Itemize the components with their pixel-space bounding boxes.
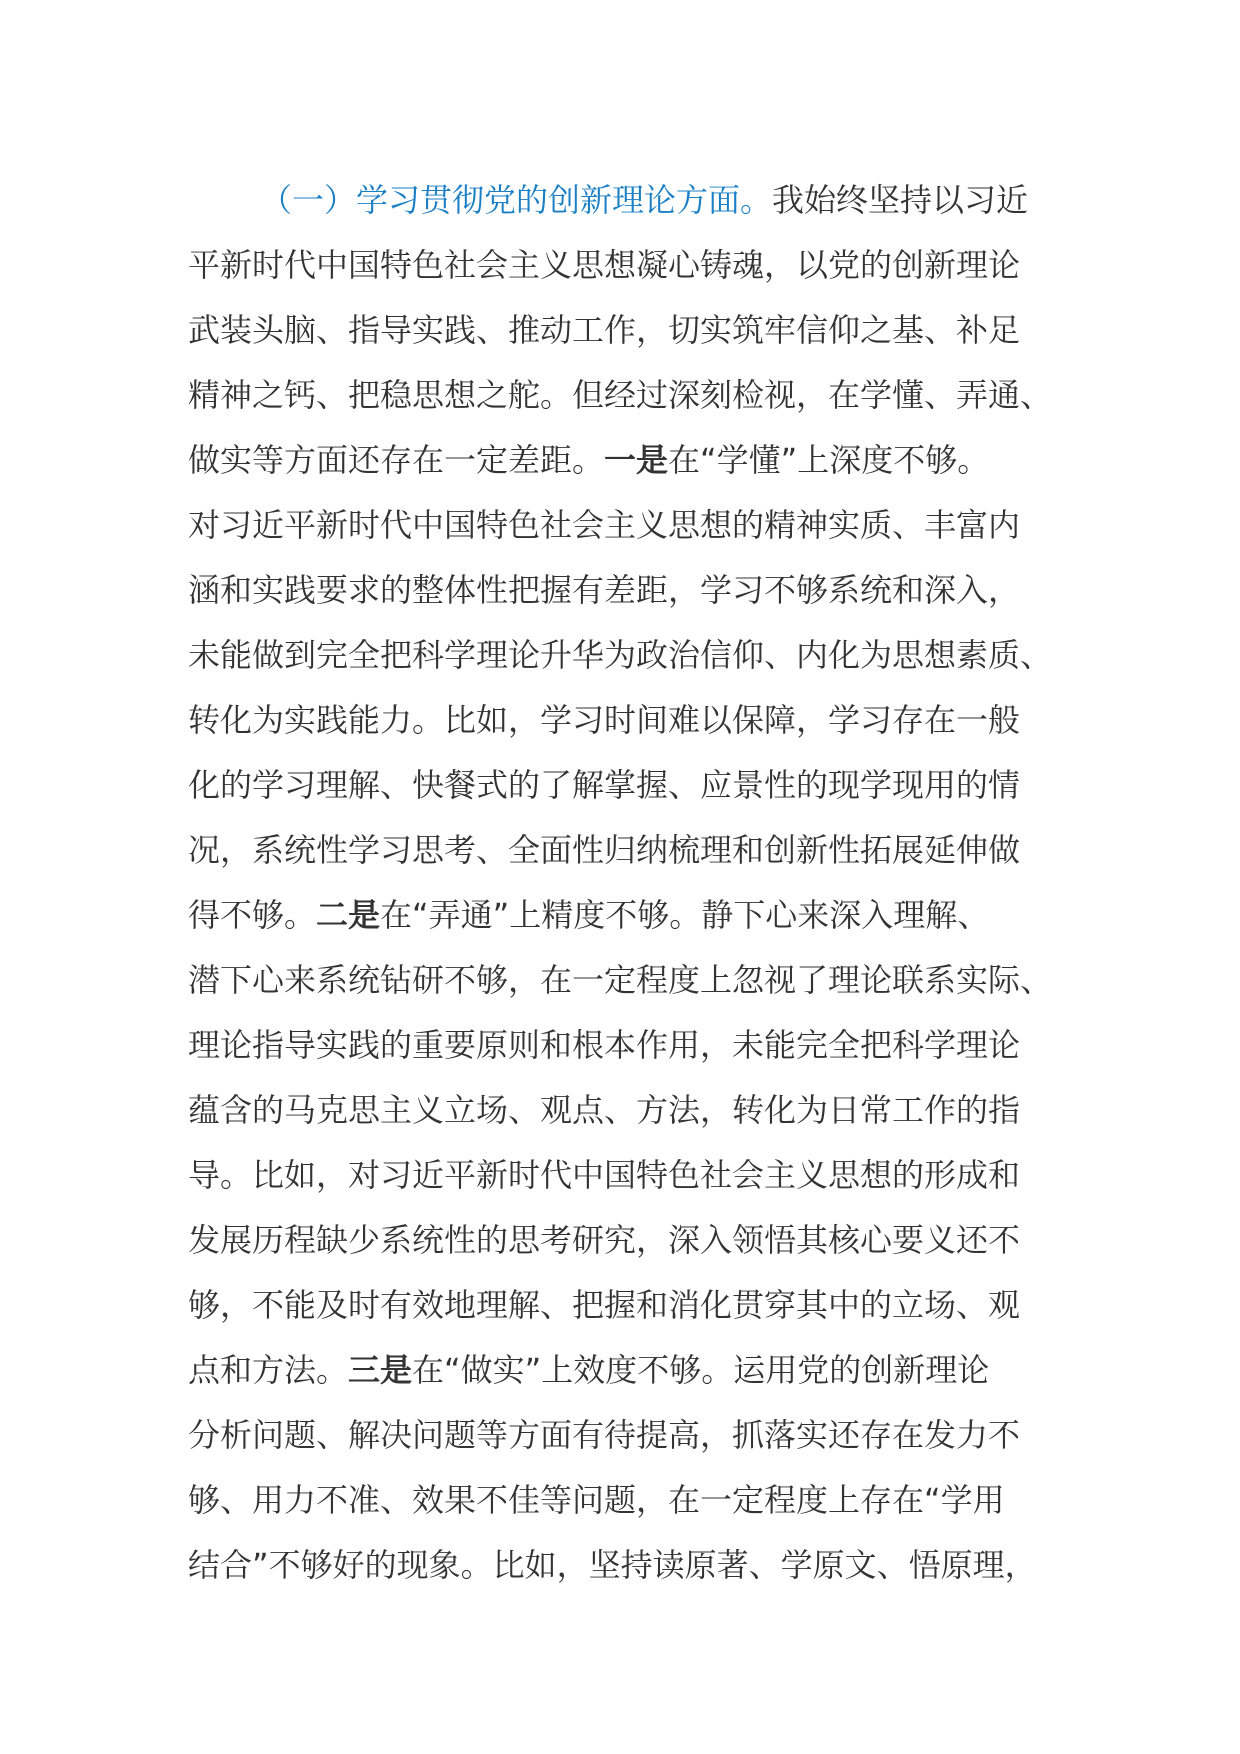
- line-text: 够，不能及时有效地理解、把握和消化贯穿其中的立场、观: [188, 1286, 1021, 1324]
- line-text: 导。比如，对习近平新时代中国特色社会主义思想的形成和: [188, 1156, 1021, 1194]
- paragraph-line: [188, 818, 1068, 883]
- line-text: 精神之钙、把稳思想之舵。但经过深刻检视，在学懂、弄通、: [188, 376, 1053, 414]
- line-text: 蕴含的马克思主义立场、观点、方法，转化为日常工作的指: [188, 1091, 1021, 1129]
- paragraph-line: [188, 493, 1068, 558]
- section-heading: （一）学习贯彻党的创新理论方面。: [260, 181, 773, 219]
- line-text: 发展历程缺少系统性的思考研究，深入领悟其核心要义还不: [188, 1221, 1021, 1259]
- line-text: 得不够。: [188, 896, 317, 934]
- paragraph-line: [188, 168, 1068, 233]
- paragraph-line: [188, 1013, 1068, 1078]
- line-text: 武装头脑、指导实践、推动工作，切实筑牢信仰之基、补足: [188, 311, 1021, 349]
- line-text: 转化为实践能力。比如，学习时间难以保障，学习存在一般: [188, 701, 1021, 739]
- paragraph-line: [188, 1143, 1068, 1208]
- paragraph-line: [188, 428, 1068, 493]
- paragraph-line: [188, 233, 1068, 298]
- paragraph-line: [188, 1403, 1068, 1468]
- line-text: 对习近平新时代中国特色社会主义思想的精神实质、丰富内: [188, 506, 1021, 544]
- paragraph-theory-study: [188, 168, 1068, 1598]
- paragraph-line: [188, 558, 1068, 623]
- paragraph-line: [188, 1468, 1068, 1533]
- line-text: 平新时代中国特色社会主义思想凝心铸魂，以党的创新理论: [188, 246, 1021, 284]
- line-text: 在“弄通”上精度不够。静下心来深入理解、: [380, 896, 990, 934]
- paragraph-line: [188, 883, 1068, 948]
- paragraph-line: [188, 688, 1068, 753]
- point-marker-third: 三是: [348, 1351, 413, 1389]
- line-text: 在“学懂”上深度不够。: [668, 441, 990, 479]
- paragraph-line: [188, 948, 1068, 1013]
- point-marker-second: 二是: [316, 896, 381, 934]
- line-text: 在“做实”上效度不够。运用党的创新理论: [412, 1351, 990, 1389]
- paragraph-line: [188, 1208, 1068, 1273]
- line-text: 点和方法。: [188, 1351, 349, 1389]
- line-text: 分析问题、解决问题等方面有待提高，抓落实还存在发力不: [188, 1416, 1021, 1454]
- paragraph-line: [188, 1078, 1068, 1143]
- line-text: 况，系统性学习思考、全面性归纳梳理和创新性拓展延伸做: [188, 831, 1021, 869]
- paragraph-line: [188, 1273, 1068, 1338]
- line-text: 潜下心来系统钻研不够，在一定程度上忽视了理论联系实际、: [188, 961, 1053, 999]
- line-text: 我始终坚持以习近: [772, 181, 1029, 219]
- line-text: 涵和实践要求的整体性把握有差距，学习不够系统和深入，: [188, 571, 1021, 609]
- line-text: 化的学习理解、快餐式的了解掌握、应景性的现学现用的情: [188, 766, 1021, 804]
- paragraph-line: [188, 298, 1068, 363]
- paragraph-line: [188, 363, 1068, 428]
- paragraph-line: [188, 1338, 1068, 1403]
- point-marker-first: 一是: [604, 441, 669, 479]
- line-text: 够、用力不准、效果不佳等问题，在一定程度上存在“学用: [188, 1481, 1005, 1519]
- paragraph-line: [188, 623, 1068, 688]
- line-text: 做实等方面还存在一定差距。: [188, 441, 605, 479]
- paragraph-line: [188, 753, 1068, 818]
- line-text: 未能做到完全把科学理论升华为政治信仰、内化为思想素质、: [188, 636, 1053, 674]
- line-text: 理论指导实践的重要原则和根本作用，未能完全把科学理论: [188, 1026, 1021, 1064]
- paragraph-line: [188, 1533, 1068, 1598]
- line-text: 结合”不够好的现象。比如，坚持读原著、学原文、悟原理，: [188, 1546, 1037, 1584]
